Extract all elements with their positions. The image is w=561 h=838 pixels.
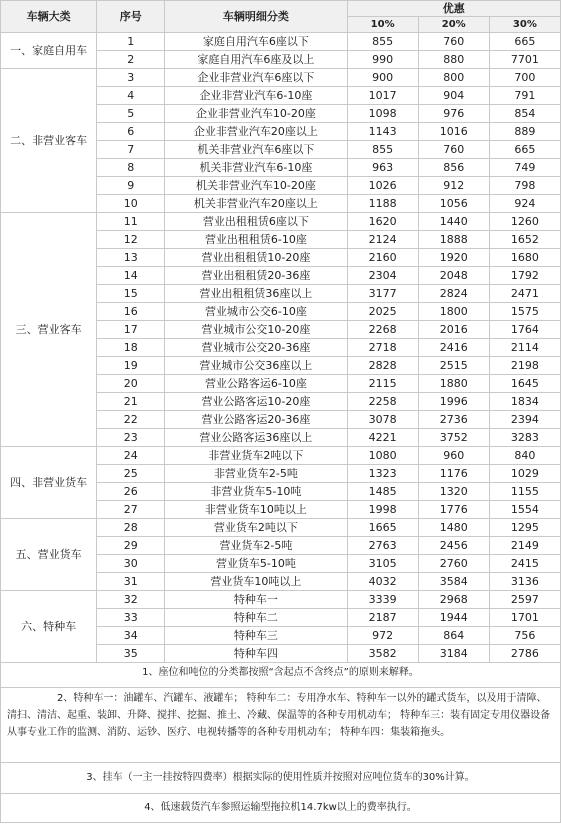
discount-30-cell: 1792 (489, 267, 560, 285)
number-cell: 30 (97, 555, 165, 573)
number-cell: 17 (97, 321, 165, 339)
note-1: 1、座位和吨位的分类都按照“含起点不含终点”的原则来解释。 (0, 663, 561, 688)
notes-section (0, 663, 561, 823)
discount-10-cell: 972 (347, 627, 418, 645)
discount-30-cell: 756 (489, 627, 560, 645)
number-cell: 5 (97, 105, 165, 123)
number-cell: 27 (97, 501, 165, 519)
number-header: 序号 (97, 1, 165, 33)
discount-20-cell: 2016 (418, 321, 489, 339)
number-cell: 13 (97, 249, 165, 267)
number-cell: 14 (97, 267, 165, 285)
detail-cell: 机关非营业汽车10-20座 (165, 177, 347, 195)
discount-30-cell: 749 (489, 159, 560, 177)
number-cell: 7 (97, 141, 165, 159)
discount-30-cell: 1645 (489, 375, 560, 393)
detail-cell: 营业公路客运36座以上 (165, 429, 347, 447)
discount-20-cell: 2515 (418, 357, 489, 375)
discount-30-cell: 1575 (489, 303, 560, 321)
discount-10-cell: 2304 (347, 267, 418, 285)
discount-10-cell: 1017 (347, 87, 418, 105)
detail-cell: 营业出租租赁6-10座 (165, 231, 347, 249)
detail-cell: 营业出租租赁6座以下 (165, 213, 347, 231)
discount-10-cell: 3105 (347, 555, 418, 573)
discount-10-cell: 1998 (347, 501, 418, 519)
table-row (1, 213, 561, 231)
detail-cell: 营业城市公交36座以上 (165, 357, 347, 375)
discount-30-cell: 1701 (489, 609, 560, 627)
discount-10-cell: 1620 (347, 213, 418, 231)
discount-10-cell: 3177 (347, 285, 418, 303)
discount-30-cell: 2149 (489, 537, 560, 555)
discount-20-cell: 3752 (418, 429, 489, 447)
detail-cell: 企业非营业汽车20座以上 (165, 123, 347, 141)
discount-30-cell: 2471 (489, 285, 560, 303)
table-row (1, 591, 561, 609)
discount-20-cell: 1920 (418, 249, 489, 267)
discount-20-cell: 2736 (418, 411, 489, 429)
discount-10-cell: 2268 (347, 321, 418, 339)
number-cell: 33 (97, 609, 165, 627)
discount-30-cell: 1834 (489, 393, 560, 411)
detail-cell: 营业公路客运6-10座 (165, 375, 347, 393)
discount-20-cell: 960 (418, 447, 489, 465)
category-cell: 六、特种车 (1, 591, 97, 663)
discount-30-cell: 1029 (489, 465, 560, 483)
discount-10-cell: 2258 (347, 393, 418, 411)
discount-20-cell: 1480 (418, 519, 489, 537)
detail-cell: 营业出租租赁10-20座 (165, 249, 347, 267)
discount-10-cell: 2718 (347, 339, 418, 357)
discount-30-cell: 2198 (489, 357, 560, 375)
number-cell: 8 (97, 159, 165, 177)
discount-30-cell: 798 (489, 177, 560, 195)
number-cell: 6 (97, 123, 165, 141)
discount-30-cell: 1260 (489, 213, 560, 231)
number-cell: 3 (97, 69, 165, 87)
discount-10-cell: 2763 (347, 537, 418, 555)
detail-cell: 非营业货车2吨以下 (165, 447, 347, 465)
discount-20-cell: 760 (418, 141, 489, 159)
number-cell: 28 (97, 519, 165, 537)
detail-cell: 营业城市公交20-36座 (165, 339, 347, 357)
discount-30-cell: 791 (489, 87, 560, 105)
discount-20-cell: 1800 (418, 303, 489, 321)
detail-cell: 营业货车2吨以下 (165, 519, 347, 537)
discount-20-cell: 2048 (418, 267, 489, 285)
discount-20-cell: 1880 (418, 375, 489, 393)
table-header (1, 1, 561, 33)
discount-20-cell: 760 (418, 33, 489, 51)
discount-30-cell: 1155 (489, 483, 560, 501)
note-3: 3、挂车（一主一挂按特四费率）根据实际的使用性质并按照对应吨位货车的30%计算。 (0, 763, 561, 794)
discount-30-cell: 1764 (489, 321, 560, 339)
discount-20-cell: 864 (418, 627, 489, 645)
discount-30-cell: 1680 (489, 249, 560, 267)
discount-30-cell: 2415 (489, 555, 560, 573)
discount-10-cell: 4032 (347, 573, 418, 591)
discount-20-cell: 1320 (418, 483, 489, 501)
number-cell: 19 (97, 357, 165, 375)
discount-20-cell: 2760 (418, 555, 489, 573)
detail-cell: 企业非营业汽车6-10座 (165, 87, 347, 105)
discount-30-cell: 3136 (489, 573, 560, 591)
discount-10-cell: 1665 (347, 519, 418, 537)
number-cell: 32 (97, 591, 165, 609)
discount-30-cell: 1554 (489, 501, 560, 519)
detail-cell: 机关非营业汽车20座以上 (165, 195, 347, 213)
number-cell: 31 (97, 573, 165, 591)
category-cell: 三、营业客车 (1, 213, 97, 447)
discount-10-cell: 2828 (347, 357, 418, 375)
detail-cell: 特种车二 (165, 609, 347, 627)
discount-20-cell: 3184 (418, 645, 489, 663)
number-cell: 2 (97, 51, 165, 69)
discount-20-cell: 2968 (418, 591, 489, 609)
discount-10-cell: 3339 (347, 591, 418, 609)
discount-10-cell: 4221 (347, 429, 418, 447)
discount-30-cell: 2786 (489, 645, 560, 663)
number-cell: 20 (97, 375, 165, 393)
discount-10-cell: 1098 (347, 105, 418, 123)
discount-20-cell: 2456 (418, 537, 489, 555)
number-cell: 10 (97, 195, 165, 213)
discount-20-cell: 904 (418, 87, 489, 105)
detail-cell: 营业货车10吨以上 (165, 573, 347, 591)
table-row (1, 33, 561, 51)
discount-10-cell: 1323 (347, 465, 418, 483)
detail-cell: 企业非营业汽车6座以下 (165, 69, 347, 87)
discount-10-cell: 2115 (347, 375, 418, 393)
discount-10-cell: 2025 (347, 303, 418, 321)
discount-20-cell: 856 (418, 159, 489, 177)
detail-cell: 营业公路客运20-36座 (165, 411, 347, 429)
discount-10-cell: 2124 (347, 231, 418, 249)
discount-20-cell: 2416 (418, 339, 489, 357)
number-cell: 24 (97, 447, 165, 465)
discount-10-header: 10% (347, 17, 418, 33)
discount-10-cell: 3078 (347, 411, 418, 429)
discount-10-cell: 2187 (347, 609, 418, 627)
number-cell: 29 (97, 537, 165, 555)
detail-cell: 非营业货车2-5吨 (165, 465, 347, 483)
detail-cell: 家庭自用汽车6座以下 (165, 33, 347, 51)
discount-20-cell: 800 (418, 69, 489, 87)
detail-cell: 营业货车2-5吨 (165, 537, 347, 555)
number-cell: 34 (97, 627, 165, 645)
discount-10-cell: 855 (347, 141, 418, 159)
discount-30-cell: 1652 (489, 231, 560, 249)
discount-10-cell: 1080 (347, 447, 418, 465)
detail-cell: 非营业货车5-10吨 (165, 483, 347, 501)
discount-20-cell: 912 (418, 177, 489, 195)
table-row (1, 447, 561, 465)
detail-cell: 营业公路客运10-20座 (165, 393, 347, 411)
detail-cell: 特种车一 (165, 591, 347, 609)
discount-30-cell: 7701 (489, 51, 560, 69)
discount-20-cell: 1996 (418, 393, 489, 411)
discount-10-cell: 900 (347, 69, 418, 87)
discount-30-cell: 924 (489, 195, 560, 213)
number-cell: 9 (97, 177, 165, 195)
number-cell: 11 (97, 213, 165, 231)
discount-30-cell: 2114 (489, 339, 560, 357)
discount-20-cell: 1944 (418, 609, 489, 627)
category-cell: 一、家庭自用车 (1, 33, 97, 69)
discount-30-cell: 1295 (489, 519, 560, 537)
number-cell: 25 (97, 465, 165, 483)
category-cell: 四、非营业货车 (1, 447, 97, 519)
number-cell: 26 (97, 483, 165, 501)
detail-cell: 机关非营业汽车6座以下 (165, 141, 347, 159)
discount-20-cell: 2824 (418, 285, 489, 303)
detail-cell: 营业货车5-10吨 (165, 555, 347, 573)
detail-cell: 企业非营业汽车10-20座 (165, 105, 347, 123)
detail-cell: 营业出租租赁20-36座 (165, 267, 347, 285)
note-4: 4、低速载货汽车参照运输型拖拉机14.7kw以上的费率执行。 (0, 794, 561, 823)
number-cell: 23 (97, 429, 165, 447)
discount-20-header: 20% (418, 17, 489, 33)
table-body (1, 33, 561, 663)
discount-10-cell: 963 (347, 159, 418, 177)
discount-30-cell: 889 (489, 123, 560, 141)
discount-20-cell: 1776 (418, 501, 489, 519)
discount-20-cell: 976 (418, 105, 489, 123)
discount-20-cell: 1056 (418, 195, 489, 213)
discount-20-cell: 1888 (418, 231, 489, 249)
discount-20-cell: 1016 (418, 123, 489, 141)
detail-cell: 营业城市公交6-10座 (165, 303, 347, 321)
discount-10-cell: 1188 (347, 195, 418, 213)
discount-30-cell: 2597 (489, 591, 560, 609)
number-cell: 4 (97, 87, 165, 105)
discount-10-cell: 1026 (347, 177, 418, 195)
number-cell: 15 (97, 285, 165, 303)
number-cell: 1 (97, 33, 165, 51)
discount-20-cell: 1176 (418, 465, 489, 483)
detail-header: 车辆明细分类 (165, 1, 347, 33)
discount-30-cell: 665 (489, 33, 560, 51)
number-cell: 12 (97, 231, 165, 249)
number-cell: 21 (97, 393, 165, 411)
detail-cell: 机关非营业汽车6-10座 (165, 159, 347, 177)
detail-cell: 特种车四 (165, 645, 347, 663)
detail-cell: 营业出租租赁36座以上 (165, 285, 347, 303)
category-cell: 二、非营业客车 (1, 69, 97, 213)
number-cell: 18 (97, 339, 165, 357)
detail-cell: 非营业货车10吨以上 (165, 501, 347, 519)
category-header: 车辆大类 (1, 1, 97, 33)
number-cell: 16 (97, 303, 165, 321)
discount-30-cell: 700 (489, 69, 560, 87)
discount-30-cell: 840 (489, 447, 560, 465)
discount-10-cell: 990 (347, 51, 418, 69)
discount-20-cell: 880 (418, 51, 489, 69)
note-2: 2、特种车一：油罐车、汽罐车、液罐车； 特种车二：专用净水车、特种车一以外的罐式货车，以及用于清障、清扫、清洁、起重、装卸、升降、搅拌、挖掘、推土、冷藏、保温等的各种专用机动车； 特种车三：装有固定专用仪器设备从事专业工作的监测、消防、运钞、医疗、电视转播等的各种专用机动车； 特种车四：集装箱拖头。 (0, 688, 561, 763)
discount-header: 优惠 (347, 1, 560, 17)
discount-30-cell: 854 (489, 105, 560, 123)
discount-10-cell: 2160 (347, 249, 418, 267)
detail-cell: 特种车三 (165, 627, 347, 645)
discount-30-header: 30% (489, 17, 560, 33)
detail-cell: 营业城市公交10-20座 (165, 321, 347, 339)
discount-30-cell: 2394 (489, 411, 560, 429)
discount-10-cell: 1485 (347, 483, 418, 501)
discount-20-cell: 3584 (418, 573, 489, 591)
number-cell: 22 (97, 411, 165, 429)
table-row (1, 519, 561, 537)
discount-10-cell: 1143 (347, 123, 418, 141)
discount-20-cell: 1440 (418, 213, 489, 231)
table-row (1, 69, 561, 87)
discount-10-cell: 3582 (347, 645, 418, 663)
discount-30-cell: 665 (489, 141, 560, 159)
number-cell: 35 (97, 645, 165, 663)
detail-cell: 家庭自用汽车6座及以上 (165, 51, 347, 69)
discount-10-cell: 855 (347, 33, 418, 51)
discount-30-cell: 3283 (489, 429, 560, 447)
category-cell: 五、营业货车 (1, 519, 97, 591)
